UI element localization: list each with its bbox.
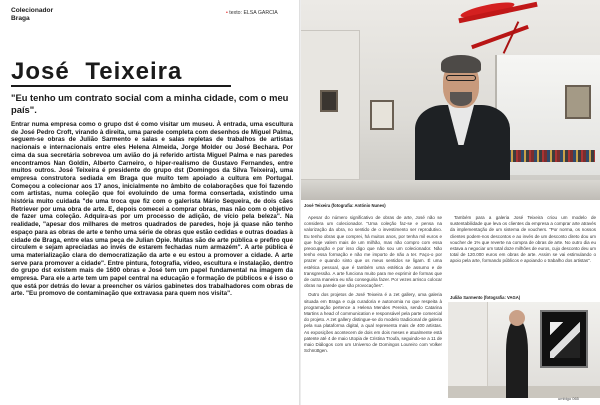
bookshelf bbox=[505, 150, 595, 162]
person-body bbox=[506, 320, 528, 398]
section-label bbox=[11, 7, 53, 23]
right-page bbox=[300, 0, 600, 405]
page-title: José Teixeira bbox=[11, 58, 183, 85]
photo-caption-bottom: Julião Sarmento (fotografia: VAGA) bbox=[450, 295, 521, 300]
section-subtitle: Braga bbox=[11, 15, 30, 22]
pull-quote: "Eu tenho um contrato social com a minha cidade, com o meu país". bbox=[11, 92, 289, 115]
bullet-icon: • bbox=[226, 10, 228, 16]
shelf bbox=[448, 302, 488, 398]
artwork-frame bbox=[540, 310, 588, 368]
artwork-frame bbox=[320, 90, 338, 112]
credit-label: texto: bbox=[229, 10, 242, 16]
paragraph: Também para a galeria José Teixeira criou um modelo de sustentabilidade que leva os clientes da empresa a comprar arte através da implementação de um sistema de vouchers. "Por norma, os nossos clientes podem-nos descontos e ao invés de um desconto direto dou um voucher de 1% que reverte na compra de obras de arte. No outro dia eu estava a negociar um total doze milhões de euros, cujo desconto deu um total de 120.000 euros em obras de arte. Assim se vai estimulando o apoio pela arte, formando públicos e apoiando o trabalho dos artistas". bbox=[450, 215, 596, 264]
desk bbox=[300, 180, 600, 200]
page-gutter bbox=[299, 0, 301, 405]
title-rule bbox=[11, 85, 231, 87]
article-credit bbox=[226, 10, 278, 16]
artwork-frame bbox=[370, 100, 394, 130]
glasses bbox=[446, 75, 476, 81]
section-title: Colecionador bbox=[11, 7, 54, 14]
intro-text: Entrar numa empresa como o grupo dst é como visitar um museu. À entrada, uma escultura de José Pedro Croft, virando à direita, uma parede completa com desenhos de Miguel Palma, seguem-se obras de Julião Sarmento e salas e salas repletas de trabalhos de artistas nacionais e internacionais entre eles Helena Almeida, Jorge Molder ou José Bechara. Por cima da sua secretária sobrevoa um avião do já referido artista Miguel Palma e nas paredes encontramos Nan Goldin, Alberto Carneiro, o hiper-realismo de Gustavo Fernandes, entre muitos outros. José Teixeira é presidente do grupo dst (Domingos da Silva Teixeira), uma empresa construtora sediada em Braga que muito tem apoiado a cultura em Portugal. Começou a colecionar aos 17 anos, inicialmente no âmbito de colaborações que foi fazendo com artistas, numa coleção que foi evoluindo de uma forma consertada, existindo uma história muito cuidada "de uma troca que fiz com o galerista Mário Sequeira, de dois cães Retriever por uma obra de arte. E, depois comecei a comprar obras, mas não com o objetivo de fazer uma coleção. Adquira-as por um processo de adição, de vício pela beleza". Na realidade, "apesar dos milhares de metros quadrados de paredes, hoje já quase não tenho espaço para as obras de arte e tenho uma série de obras que estão cedidas e outras doadas à cidade de Braga, entre elas uma peça de Julian Opie. Muitas são de arte pública e prefiro que circulem e sejam apreciadas ao invés de estarem fechadas num armazém". A arte pública é uma materialização clara do democratização da arte e eu estou a promover a cidade. A arte serve para promover a cidade". Entre pintura, fotografia, vídeo, escultura e instalação, dentro do grupo dst existem mais de 1600 obras e José tem um papel fundamental na imagem da empresa. Para ele a arte tem um papel central na educação e formação de públicos e é isso o que está por detrás do levar a preencher os vários gabinetes dos trabalhadores com obras de arte. "Eu promovo de contaminação que extravasa para quem nos visita". bbox=[11, 121, 293, 298]
paragraph: Outro dos projetos de José Teixeira é a zet gallery, uma galeria situada em Braga e cuja curadoria e autonomia no que respeita à programação pertence a Helena Mendes Pereira, sendo Catarina Martins a head of communication e responsável pela parte comercial do projeto. A zet gallery distingue-se do modelo tradicional de galeria pela sua plataforma digital, a qual representa mais de 400 artistas. As exposições acontecem de dois em dois meses e atualmente está patente até 4 de maio Utopia de Cristina Troufa, seguindo-se a 11 de maio Diálogos com um Universo de Domingos Loureiro com Volker Schnüttgen. bbox=[304, 292, 442, 354]
plane-strut bbox=[503, 21, 520, 54]
studio-photo bbox=[448, 302, 600, 398]
artwork-frame bbox=[565, 85, 591, 119]
person-head bbox=[509, 310, 525, 326]
page-footer: umbigo 065 bbox=[558, 396, 579, 401]
paragraph: Apesar do número significativo de obras de arte, José não se considera um colecionador. "Uma coleção faz-se e pensa na valorização da obra, no sentido de o investimento ser reprodutivo. Eu tenho obras que comprei, há muitos anos, por tenha mil euros e que hoje valem mais de um milhão, mas não compro com essa preocupação e por isso digo que não sou um colecionador. Não tenho essa formação e não me importo de não a ter. Faço-o por prazer e quando sinto que os meus sentidos se ligam. É uma estética pessoal, que é também uma estética de assumo e de transgressão. A arte funciona muito para me exprimir de formas que de outra maneira eu não conseguiria fazer. Por vezes arrisco colocar obras na parede que são provocações". bbox=[304, 215, 442, 289]
plane-wing bbox=[471, 25, 529, 49]
credit-name: ELSA GARCIA bbox=[243, 10, 278, 16]
portrait-photo bbox=[300, 0, 600, 200]
photo-caption-top: José Teixeira (fotografia: António Nunes) bbox=[304, 203, 386, 208]
person-hair bbox=[441, 55, 481, 73]
article-column-2 bbox=[450, 215, 596, 268]
beard bbox=[450, 92, 472, 106]
article-column-1 bbox=[304, 215, 442, 357]
